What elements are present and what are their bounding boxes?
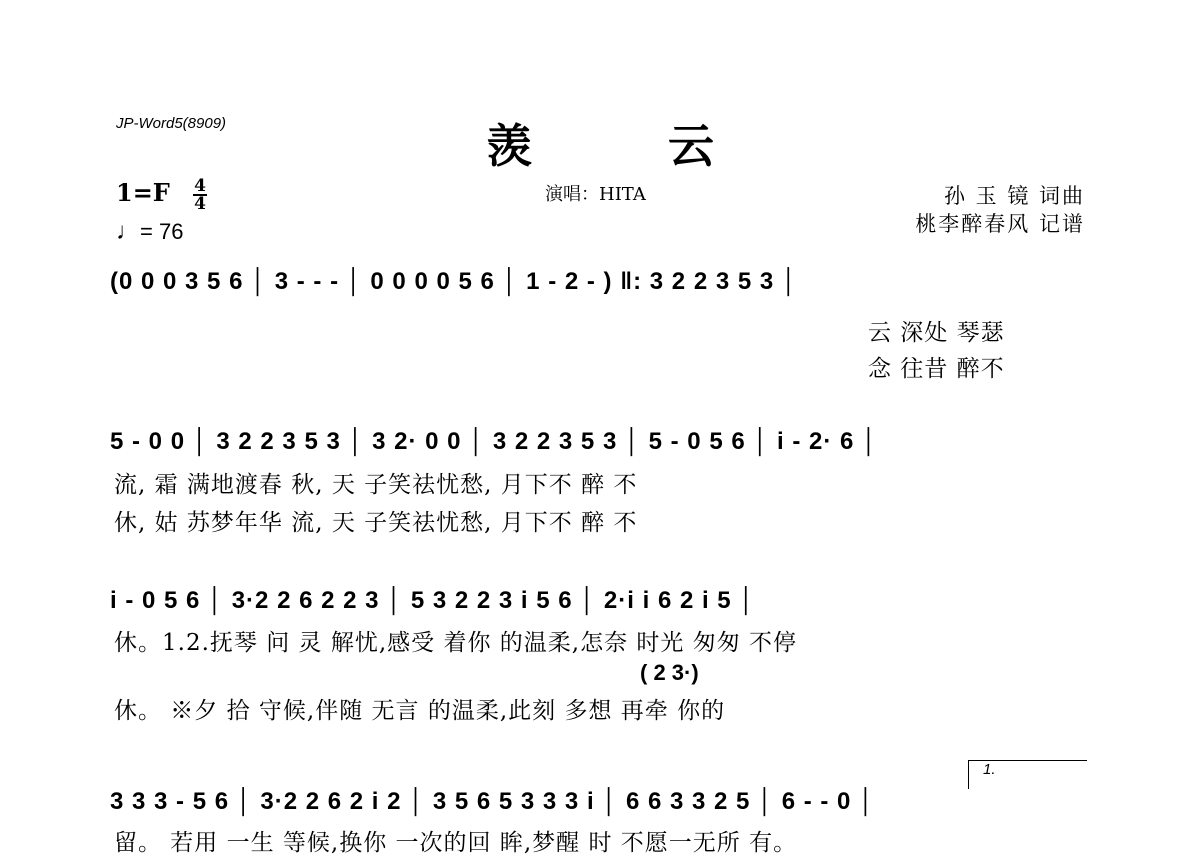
lyric-line-3-verse-1: 休。1.2.抚琴 问 灵 解忧,感受 着你 的温柔,怎奈 时光 匆匆 不停 <box>114 630 797 656</box>
alternate-notes: ( 2 3·) <box>640 660 699 685</box>
lyric-line-1-verse-2: 念 往昔 醉不 <box>868 356 1005 382</box>
first-ending-label: 1. <box>983 761 996 778</box>
composer-credit: 孙 玉 镜 词曲 <box>943 184 1085 208</box>
singer-credit: 演唱：HITA <box>545 184 646 205</box>
software-label: JP-Word5(8909) <box>116 115 227 132</box>
lyric-line-3-verse-2: 休。 ※夕 拾 守候,伴随 无言 的温柔,此刻 多想 再牵 你的 <box>114 698 726 724</box>
lyric-line-2-verse-2: 休, 姑 苏梦年华 流, 天 子笑祛忧愁, 月下不 醉 不 <box>114 510 638 536</box>
notation-line-3: i - 0 5 6 │ 3·2 2 6 2 2 3 │ 5 3 2 2 3 i 5 6 │ 2·i i 6 2 i 5 │ <box>110 587 756 614</box>
tempo-value: = 76 <box>140 219 184 244</box>
quarter-note-icon: ♩ <box>116 218 140 245</box>
song-title: 羡 云 <box>485 119 774 173</box>
notation-line-2: 5 - 0 0 │ 3 2 2 3 5 3 │ 3 2· 0 0 │ 3 2 2 3 5 3 │ 5 - 0 5 6 │ i - 2· 6 │ <box>110 428 879 455</box>
lyric-line-4-verse-1: 留。 若用 一生 等候,换你 一次的回 眸,梦醒 时 不愿一无所 有。 <box>114 830 798 856</box>
transcriber-credit: 桃李醉春风 记谱 <box>915 212 1085 236</box>
key-signature: 1=F <box>116 178 170 207</box>
lyric-line-1-verse-1: 云 深处 琴瑟 <box>868 320 1005 346</box>
notation-line-4: 3 3 3 - 5 6 │ 3·2 2 6 2 i 2 │ 3 5 6 5 3 3 3 i │ 6 6 3 3 2 5 │ 6 - - 0 │ <box>110 788 876 815</box>
lyric-line-2-verse-1: 流, 霜 满地渡春 秋, 天 子笑祛忧愁, 月下不 醉 不 <box>114 472 638 498</box>
tempo-marking <box>116 218 183 246</box>
time-signature-top: 4 <box>194 176 206 196</box>
notation-line-1: (0 0 0 3 5 6 │ 3 - - - │ 0 0 0 0 5 6 │ 1 - 2 - ) ‖: 3 2 2 3 5 3 │ <box>110 268 798 295</box>
first-ending-bracket <box>968 760 1087 789</box>
time-signature-bottom: 4 <box>194 194 206 214</box>
time-signature <box>190 178 210 212</box>
